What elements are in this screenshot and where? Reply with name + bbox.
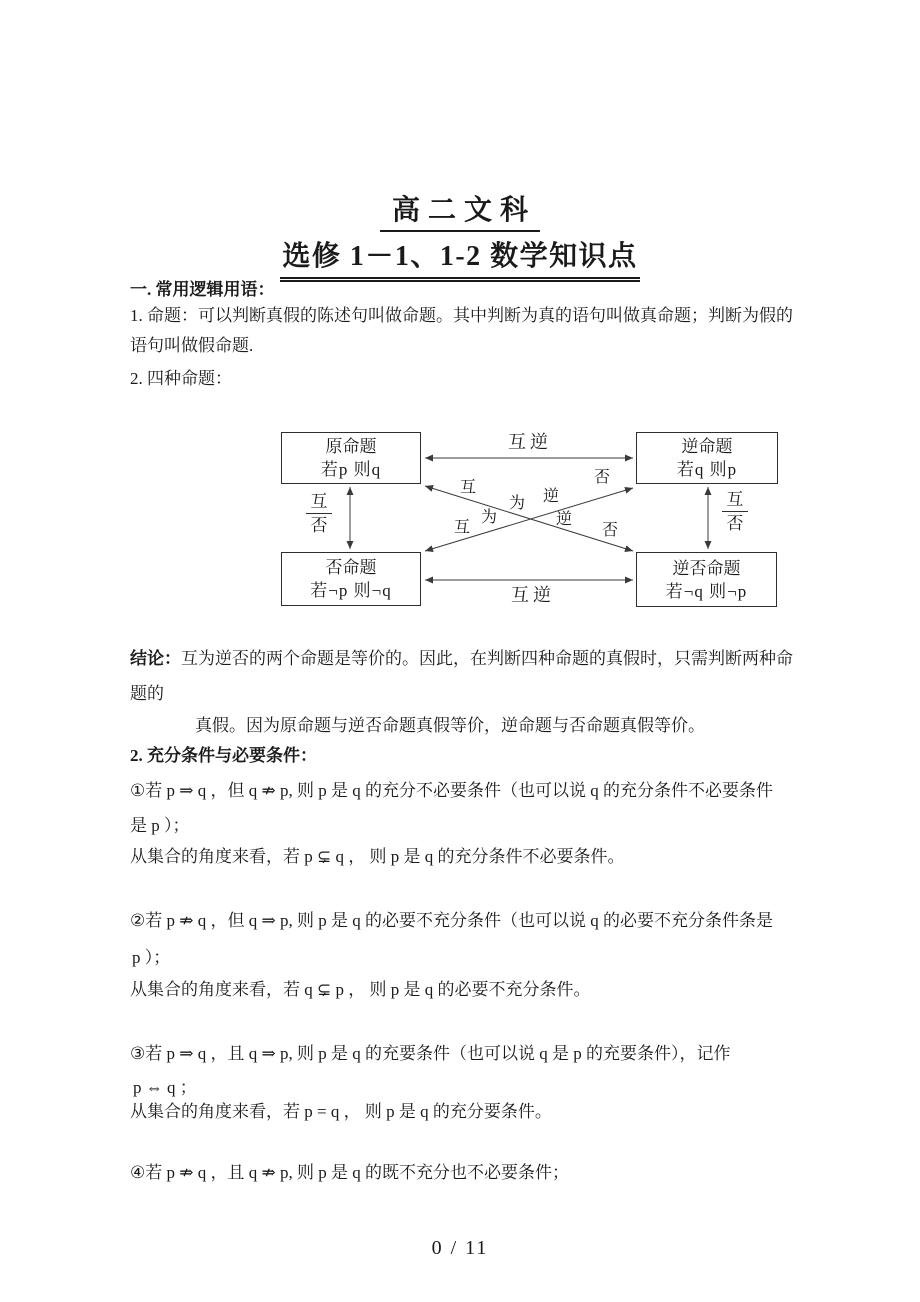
diagonal-label-char: 为 (481, 509, 498, 526)
subtitle-block (0, 234, 920, 282)
condition-item2-line: 从集合的角度来看，若 q ⊊ p ， 则 p 是 q 的必要不充分条件。 (130, 980, 591, 999)
document-subtitle: 选修 1－1、1-2 数学知识点 (280, 234, 639, 282)
condition-item1-line: 是 p ）； (130, 816, 190, 835)
box-negation-proposition (281, 552, 421, 606)
conclusion-line: 题的 (130, 684, 164, 703)
paragraph-line: 2. 四种命题： (130, 369, 232, 388)
condition-item3-line: 从集合的角度来看，若 p = q ， 则 p 是 q 的充分要条件。 (130, 1102, 552, 1121)
diagonal-label-char: 逆 (543, 488, 560, 505)
condition-item1-line: 从集合的角度来看，若 p ⊊ q ， 则 p 是 q 的充分条件不必要条件。 (130, 847, 625, 866)
page-number: 0 / 11 (431, 1237, 489, 1259)
diagonal-label-char: 为 (509, 495, 526, 512)
condition-item4-line: ④若 p ⇏ q ，且 q ⇏ p, 则 p 是 q 的既不充分也不必要条件； (130, 1163, 569, 1182)
box-contrapositive-proposition (636, 552, 777, 607)
condition-item2-line: ②若 p ⇏ q ，但 q ⇒ p, 则 p 是 q 的必要不充分条件（也可以说 q 的必要不充分条件条是 (130, 911, 773, 930)
condition-item1-line: ①若 p ⇒ q ，但 q ⇏ p, 则 p 是 q 的充分不必要条件（也可以说 q 的充分条件不必要条件 (130, 781, 773, 800)
conclusion-line: 真假。因为原命题与逆否命题真假等价，逆命题与否命题真假等价。 (195, 716, 705, 735)
conclusion-text: 互为逆否的两个命题是等价的。因此，在判断四种命题的真假时，只需判断两种命 (181, 649, 793, 668)
diagonal-label-char: 互 (454, 519, 471, 536)
label-bottom-huni: 互逆 (511, 585, 555, 605)
box-converse-proposition (636, 432, 778, 484)
condition-item3-line: p ⇔ q ； (133, 1078, 197, 1097)
title-block (0, 188, 920, 232)
conclusion-line (130, 648, 793, 670)
box-title: 逆否命题 (672, 558, 741, 578)
diagonal-label-char: 逆 (556, 511, 573, 528)
condition-item3-line: ③若 p ⇒ q ，且 q ⇒ p, 则 p 是 q 的充要条件（也可以说 q 是 p 的充要条件），记作 (130, 1044, 731, 1063)
label-char: 否 (726, 514, 744, 533)
box-formula: 若q 则p (676, 460, 738, 479)
condition-item2-line: p ）； (132, 948, 171, 967)
paragraph-line: 语句叫做假命题. (130, 336, 254, 355)
four-propositions-diagram (270, 424, 790, 620)
box-formula: 若p 则q (320, 460, 382, 479)
box-formula: 若¬q 则¬p (665, 581, 748, 601)
label-left-huofou (306, 490, 332, 537)
paragraph-line: 1. 命题：可以判断真假的陈述句叫做命题。其中判断为真的语句叫做真命题；判断为假的 (130, 306, 793, 325)
box-title: 原命题 (325, 437, 377, 456)
document-title: 高二文科 (380, 188, 540, 232)
section2-heading: 2. 充分条件与必要条件： (130, 746, 317, 765)
diagonal-label-char: 否 (594, 469, 611, 486)
label-char: 否 (310, 516, 328, 535)
section1-heading: 一. 常用逻辑用语： (130, 280, 275, 299)
box-formula: 若¬p 则¬q (310, 581, 392, 600)
box-title: 逆命题 (681, 437, 733, 456)
diagonal-label-char: 否 (602, 522, 619, 539)
label-char: 互 (306, 490, 332, 514)
diagonal-label-char: 互 (460, 479, 477, 496)
box-original-proposition (281, 432, 421, 484)
label-right-huofou (722, 488, 748, 535)
conclusion-prefix: 结论： (130, 649, 181, 668)
label-char: 互 (722, 488, 748, 512)
label-top-huni: 互逆 (508, 432, 552, 452)
box-title: 否命题 (325, 558, 377, 577)
